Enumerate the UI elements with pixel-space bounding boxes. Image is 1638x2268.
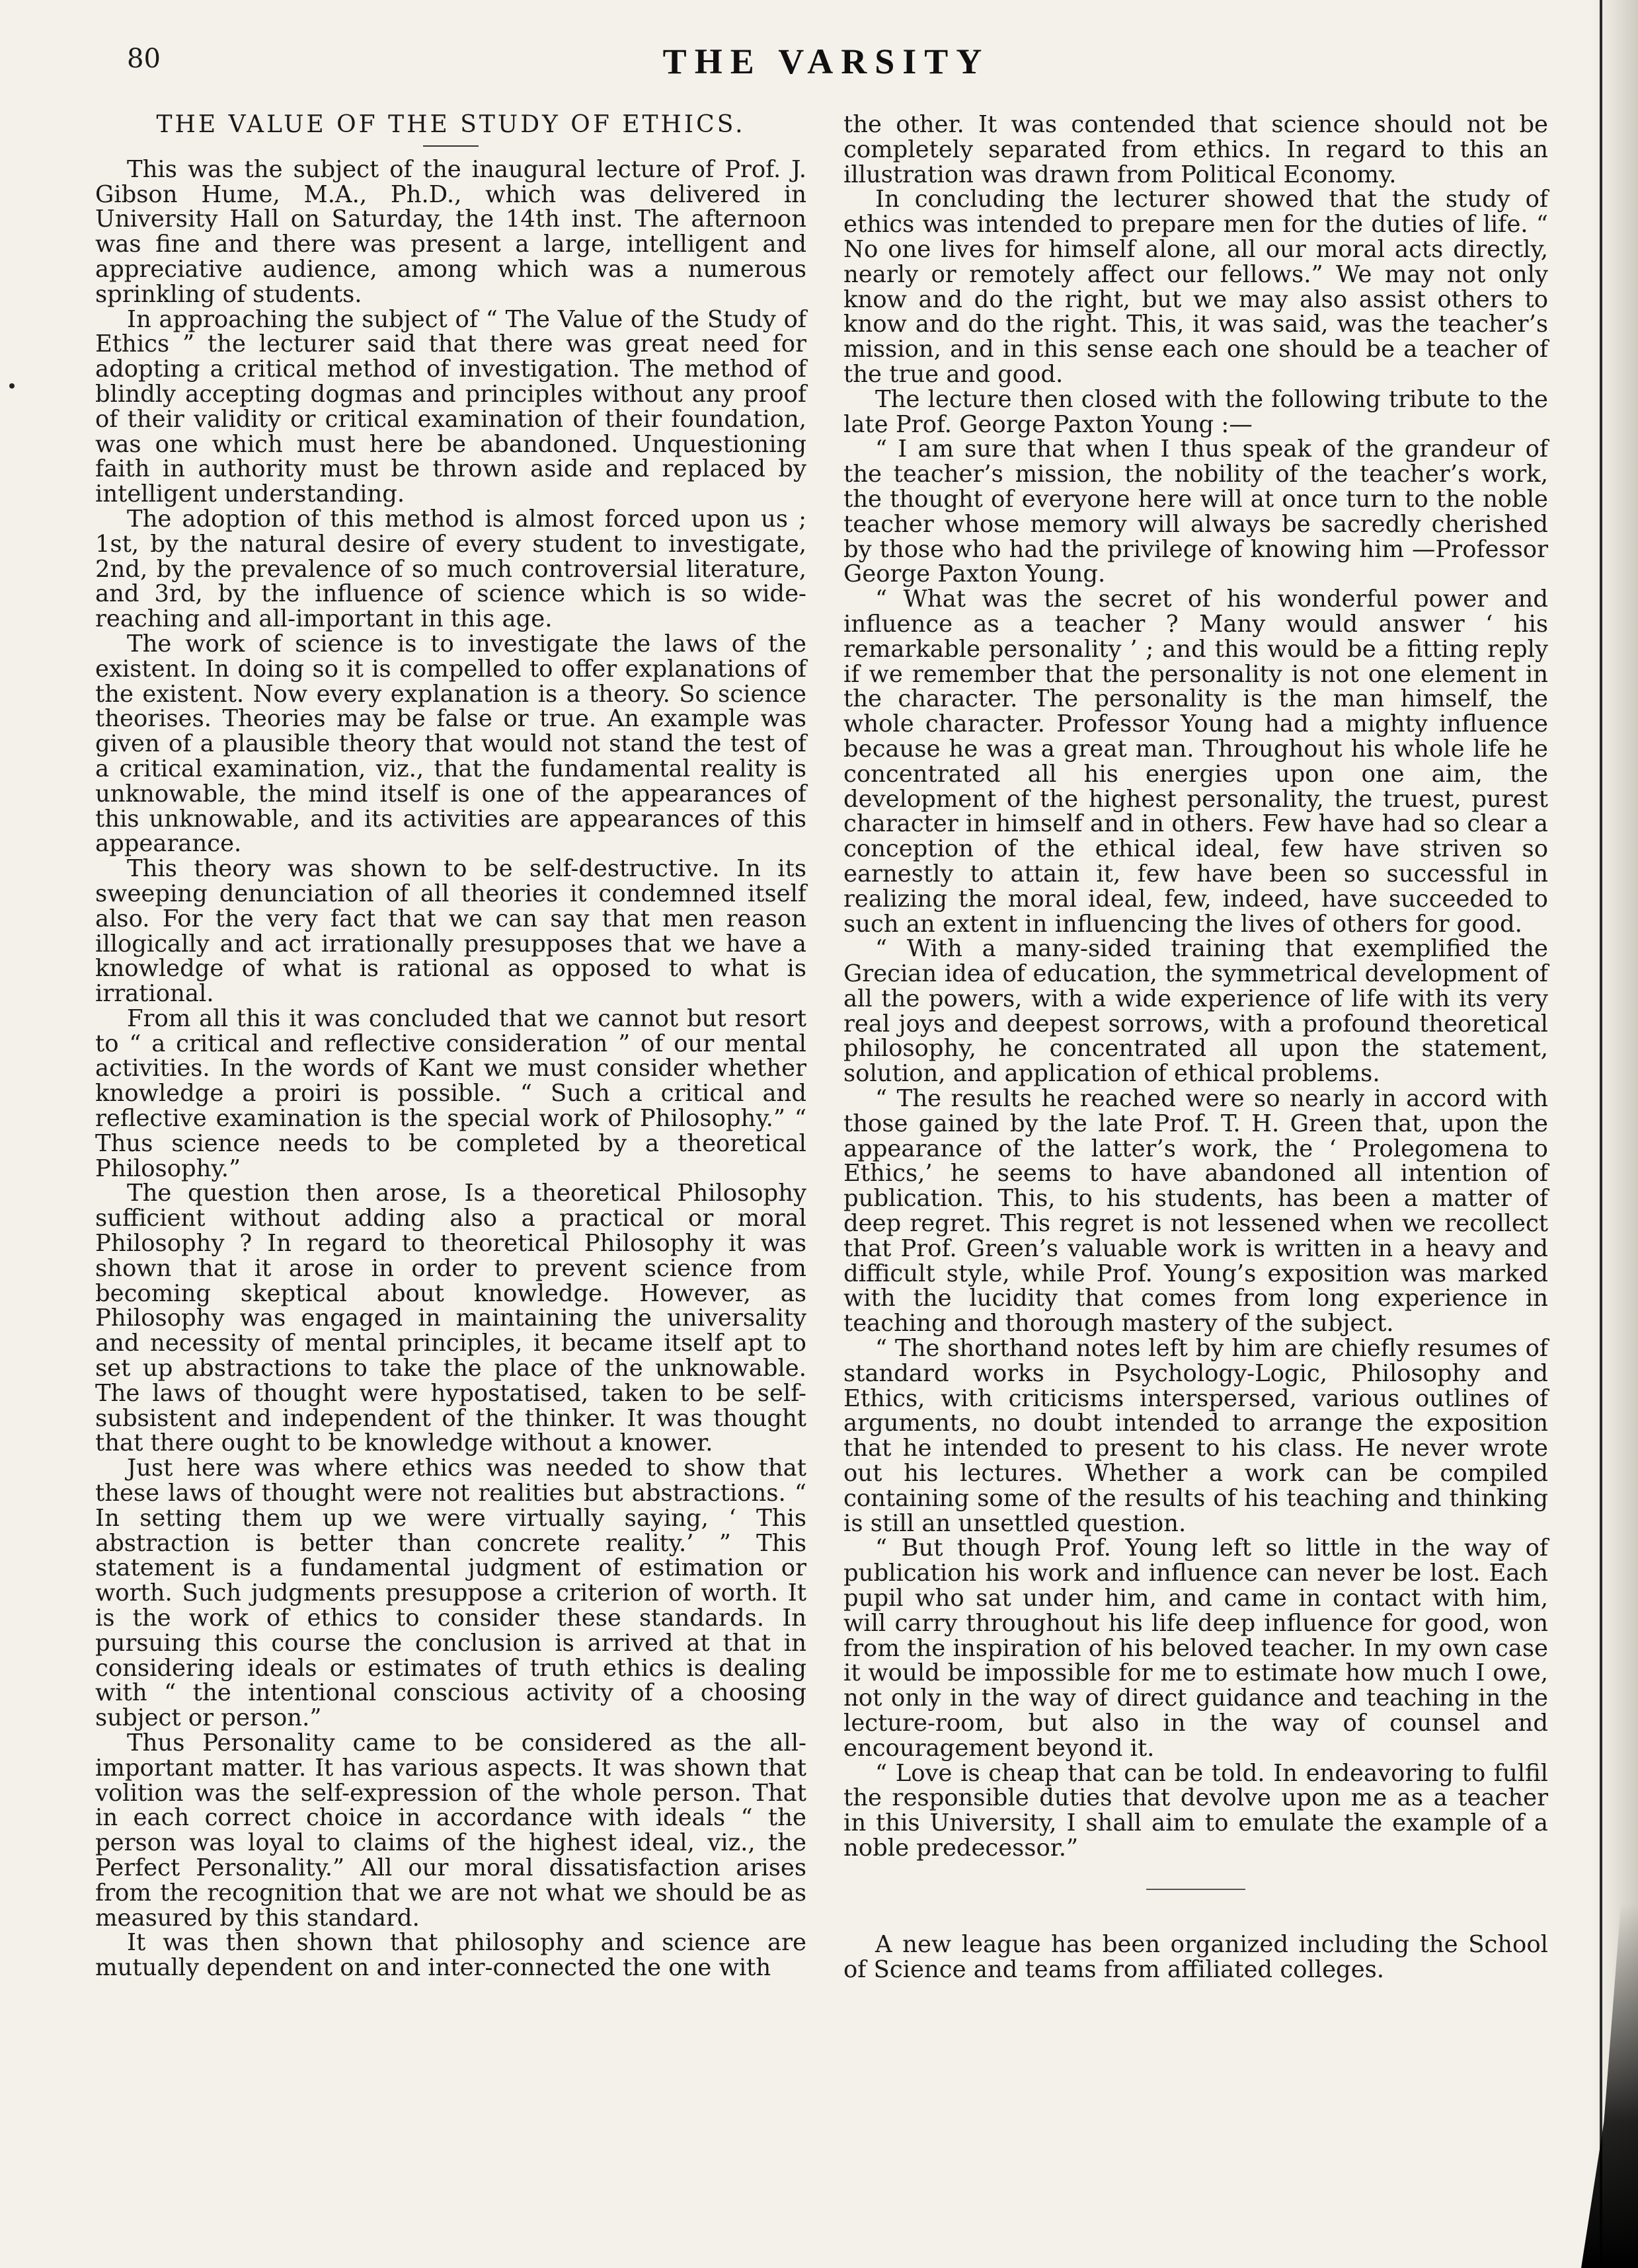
left-column xyxy=(95,112,806,1981)
article-paragraph: It was then shown that philosophy and science are mutually dependent on and inter-connected the one with xyxy=(95,1929,806,1982)
article-paragraph: Thus Personality came to be considered as the all-important matter. It has various aspects. It was shown that volition was the self-expression of the whole person. That in each correct choice in accordance with ideals “ the person was loyal to claims of the highest ideal, viz., the Perfect Personality.” All our moral dissatisfaction arises from the recognition that we are not what we should be as measured by this standard. xyxy=(95,1729,806,1932)
masthead: THE VARSITY xyxy=(662,42,990,81)
article-paragraph: “ Love is cheap that can be told. In endeavoring to fulfil the responsible duties that devolve upon me as a teacher in this University, I shall aim to emulate the example of a noble predecessor.” xyxy=(843,1759,1548,1862)
article-paragraph: From all this it was concluded that we cannot but resort to “ a critical and reflective consideration ” of our mental activities. In the words of Kant we must consider whether knowledge a proiri is possible. “ Such a critical and reflective examination is the special work of Philosophy.” “ Thus science needs to be completed by a theoretical Philosophy.” xyxy=(95,1004,806,1182)
article-paragraph: This was the subject of the inaugural lecture of Prof. J. Gibson Hume, M.A., Ph.D., which was delivered in University Hall on Saturday, the 14th inst. The afternoon was fine and there was present a large, intelligent and appreciative audience, among which was a numerous sprinkling of students. xyxy=(95,155,806,308)
page-number: 80 xyxy=(127,44,161,74)
article-paragraph: The question then arose, Is a theoretical Philosophy sufficient without adding also a practical or moral Philosophy ? In regard to theoretical Philosophy it was shown that it arose in order to prevent science from becoming skeptical about knowledge. However, as Philosophy was engaged in maintaining the universality and necessity of mental principles, it became itself apt to set up abstractions to take the place of the unknowable. The laws of thought were hypostatised, taken to be self-subsistent and independent of the thinker. It was thought that there ought to be knowledge without a knower. xyxy=(95,1180,806,1457)
page-edge-line xyxy=(1600,0,1602,2268)
article-paragraph-continued: the other. It was contended that science should not be completely separated from ethics. In regard to this an illustration was drawn from Political Economy. xyxy=(843,111,1548,188)
article-paragraph: “ What was the secret of his wonderful power and influence as a teacher ? Many would answer ‘ his remarkable personality ’ ; and this would be a fitting reply if we remember that the personality is not one element in the character. The personality is the man himself, the whole character. Professor Young had a mighty influence because he was a great man. Throughout his whole life he concentrated all his energies upon one aim, the development of the highest personality, the truest, purest character in himself and in others. Few have had so clear a conception of the ethical ideal, few have striven so earnestly to attain it, few have been so successful in realizing the moral ideal, few, indeed, have succeeded to such an extent in influencing the lives of others for good. xyxy=(843,586,1548,938)
article-paragraph: In approaching the subject of “ The Value of the Study of Ethics ” the lecturer said that there was great need for adopting a critical method of investigation. The method of blindly accepting dogmas and principles without any proof of their validity or critical examination of their foundation, was one which must here be abandoned. Unquestioning faith in authority must be thrown aside and replaced by intelligent understanding. xyxy=(95,305,806,508)
article-paragraph: “ The results he reached were so nearly in accord with those gained by the late Prof. T. H. Green that, upon the appearance of the latter’s work, the ‘ Prolegomena to Ethics,’ he seems to have abandoned all intention of publication. This, to his students, has been a matter of deep regret. This regret is not lessened when we recollect that Prof. Green’s valuable work is written in a heavy and difficult style, while Prof. Young’s exposition was marked with the lucidity that comes from long experience in teaching and thorough mastery of the subject. xyxy=(843,1085,1548,1338)
article-paragraph: The work of science is to investigate the laws of the existent. In doing so it is compelled to offer explanations of the existent. Now every explanation is a theory. So science theorises. Theories may be false or true. An example was given of a plausible theory that would not stand the test of a critical examination, viz., that the fundamental reality is unknowable, the mind itself is one of the appearances of this unknowable, and its activities are appearances of this appearance. xyxy=(95,630,806,858)
ink-speck xyxy=(9,383,15,389)
right-column xyxy=(843,112,1548,1982)
article-paragraph: This theory was shown to be self-destructive. In its sweeping denunciation of all theories it condemned itself also. For the very fact that we can say that men reason illogically and act irrationally presupposes that we have a knowledge of what is rational as opposed to what is irrational. xyxy=(95,855,806,1008)
title-divider xyxy=(423,145,479,147)
section-divider xyxy=(1146,1889,1245,1890)
article-title: THE VALUE OF THE STUDY OF ETHICS. xyxy=(156,111,746,138)
article-paragraph: “ The shorthand notes left by him are chiefly resumes of standard works in Psychology-Logic, Philosophy and Ethics, with criticisms interspersed, various outlines of arguments, no doubt intended to arrange the exposition that he intended to present to his class. He never wrote out his lectures. Whether a work can be compiled containing some of the results of his teaching and thinking is still an unsettled question. xyxy=(843,1335,1548,1537)
article-paragraph: The adoption of this method is almost forced upon us ; 1st, by the natural desire of every student to investigate, 2nd, by the prevalence of so much controversial literature, and 3rd, by the influence of science which is so wide-reaching and all-important in this age. xyxy=(95,505,806,633)
article-paragraph: Just here was where ethics was needed to show that these laws of thought were not realities but abstractions. “ In setting them up we were virtually saying, ‘ This abstraction is better than concrete reality.’ ” This statement is a fundamental judgment of estimation or worth. Such judgments presuppose a criterion of worth. It is the work of ethics to consider these standards. In pursuing this course the conclusion is arrived at that in considering ideals or estimates of truth ethics is dealing with “ the intentional conscious activity of a choosing subject or person.” xyxy=(95,1455,806,1732)
article-paragraph: “ I am sure that when I thus speak of the grandeur of the teacher’s mission, the nobility of the teacher’s work, the thought of everyone here will at once turn to the noble teacher whose memory will always be sacredly cherished by those who had the privilege of knowing him —Professor George Paxton Young. xyxy=(843,435,1548,588)
article-paragraph: The lecture then closed with the following tribute to the late Prof. George Paxton Young :— xyxy=(843,385,1548,438)
news-item: A new league has been organized including the School of Science and teams from affiliated colleges. xyxy=(843,1930,1548,1983)
article-paragraph: “ But though Prof. Young left so little in the way of publication his work and influence can never be lost. Each pupil who sat under him, and came in contact with him, will carry throughout his life deep influence for good, won from the inspiration of his beloved teacher. In my own case it would be impossible for me to estimate how much I owe, not only in the way of direct guidance and teaching in the lecture-room, but also in the way of counsel and encouragement beyond it. xyxy=(843,1534,1548,1762)
article-paragraph: “ With a many-sided training that exemplified the Grecian idea of education, the symmetrical development of all the powers, with a wide experience of life with its very real joys and deepest sorrows, with a profound theoretical philosophy, he concentrated all upon the statement, solution, and application of ethical problems. xyxy=(843,935,1548,1088)
article-paragraph: In concluding the lecturer showed that the study of ethics was intended to prepare men for the duties of life. “ No one lives for himself alone, all our moral acts directly, nearly or remotely affect our fellows.” We may not only know and do the right, but we may also assist others to know and do the right. This, it was said, was the teacher’s mission, and in this sense each one should be a teacher of the true and good. xyxy=(843,186,1548,388)
